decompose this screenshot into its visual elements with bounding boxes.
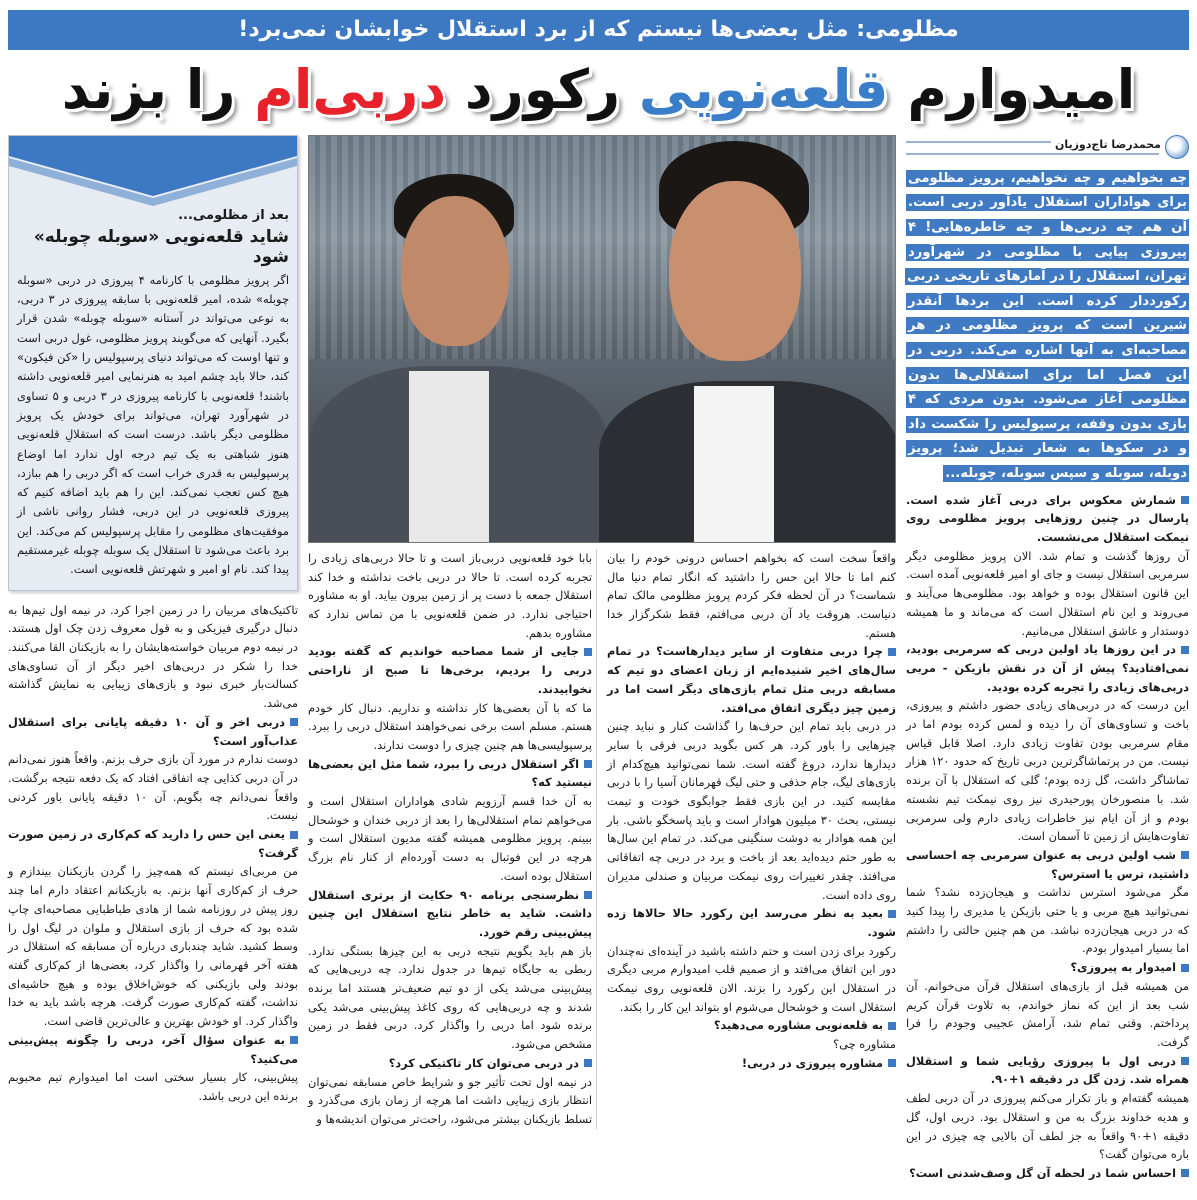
interview-answer: ما که با آن بعضی‌ها کار نداشته و نداریم. دنبال کار خودم هستم. مسلم است برخی نمی‌خواهند استقلال دربی را ببرد. پرسپولیسی‌ها هم چنین چیزی را دوست ندارند. [308,700,592,752]
interview-question: مشاوره پیروزی در دربی! [607,1054,896,1073]
headline-part: امیدوارم [888,58,1136,121]
sidebar-kicker: بعد از مظلومی... [178,207,289,223]
interview-answer: تاکتیک‌های مربیان را در زمین اجرا کرد. در نیمه اول تیم‌ها به دنبال درگیری فیزیکی و به قول معروف زدن چک اول هستند. در نیمه دوم مربیان خواسته‌هایشان را به بازیکنان القا می‌کنند. خدا را شکر در دربی‌های اخیر دیگر از آن تساوی‌های کسالت‌بار خبری نبود و بازی‌های زیبایی به نمایش گذاشته می‌شد. [8,602,298,711]
article-column-3 [308,549,597,1129]
interview-question: شب اولین دربی به عنوان سرمربی چه احساسی داشتید، ترس یا استرس؟ [906,846,1189,883]
interview-question: چرا دربی متفاوت از سایر دیدارهاست؟ در تمام سال‌های اخیر شنیده‌ایم از زبان اعضای دو تیم که مسابقه دربی مثل تمام بازی‌های دیگر است اما در زمین چیز دیگری اتفاق می‌افتد. [607,642,896,717]
interview-question: به عنوان سؤال آخر، دربی را چگونه پیش‌بینی می‌کنید؟ [8,1031,298,1068]
interview-answer: آن روزها گذشت و تمام شد. الان پرویز مظلومی دیگر سرمربی استقلال نیست و جای او امیر قلعه‌نویی آمده است. این قانون استقلال بوده و خواهد بود. مظلومی‌ها می‌آیند و می‌روند و این نام استقلال است که می‌ماند و ما همیشه دوستدار و عاشق استقلال می‌مانیم. [906,548,1189,638]
interview-question: به قلعه‌نویی مشاوره می‌دهید؟ [607,1016,896,1035]
middle-area [308,135,896,1129]
interview-answer: من همیشه قبل از بازی‌های استقلال قرآن می‌خوانم. آن شب بعد از این که نماز خواندم، به تلاوت قرآن کریم پرداختم. وقتی تمام شد، آرامش عجیبی وجودم را فرا گرفت. [906,978,1189,1049]
interview-answer: پیش‌بینی، کار بسیار سختی است اما امیدوارم تیم محبوبم برنده این دربی باشد. [8,1070,298,1103]
sidebar-title: شاید قلعه‌نویی «سوبله چوبله» شود [33,226,289,267]
person-left [309,136,609,542]
interview-answer: من مربی‌ای نیستم که همه‌چیز را گردن بازیکنان بیندازم و حرف از کم‌کاری آنها بزنم. به بازیکنانم اعتقاد دارم اما چند روز پیش در روزنامه شما از هادی طباطبایی مصاحبه‌ای چاپ شده بود که حرف از بازی استقلال و ملوان در لیگ اول را وسط کشید. شاید چندباری درباره آن مسابقه که استقلال در هفته آخر قهرمانی را واگذار کرد، بعضی‌ها از کم‌کاری گفته بودند ولی بازیکنی که خوش‌اخلاق بوده و هیچ حاشیه‌ای نداشت، گفته کم‌کاری صورت گرفت. هرچه باشد باید به خدا واگذار کرد. او خودش بهترین و عالی‌ترین قاضی است. [8,864,298,1029]
chevron-banner-icon [9,136,297,206]
article-column-2 [607,549,896,1129]
interview-question: دربی اول با پیروزی رؤیایی شما و استقلال همراه شد. زدن گل در دقیقه ۱+۹۰. [906,1052,1189,1089]
interview-answer: این درست که در دربی‌های زیادی حضور داشتم و پیروزی، باخت و تساوی‌های آن را دیده و لمس کرده بودم اما در مقام سرمربی بودن تفاوت زیادی دارد. اصلا قابل قیاس نیست. من در پرتماشاگرترین دربی تاریخ که حدود ۱۲۰ هزار تماشاگر داشت، گل زده بودم؛ گلی که استقلال با آن برنده شد. با منصورخان پورحیدری نیز روی نیمکت تیم نشسته بودم و از آن ایام نیز خاطرات زیادی دارم ولی سرمربی تفاوت‌هایش از زمین تا آسمان است. [906,698,1189,844]
interview-question: در این روزها یاد اولین دربی که سرمربی بودید، نمی‌افتادید؟ پیش از آن در نقش بازیکن - مربی دربی‌های زیادی را تجربه کرده بودید. [906,640,1189,696]
interview-question: امیدوار به پیروزی؟ [906,958,1189,977]
article-body [8,135,1189,1183]
kicker-banner: مظلومی: مثل بعضی‌ها نیستم که از برد استقلال خوابشان نمی‌برد! [8,10,1189,50]
interview-question: یعنی این حس را دارید که کم‌کاری در زمین صورت گرفت؟ [8,825,298,862]
interview-answer: به آن خدا قسم آرزویم شادی هواداران استقلال است و می‌خواهم تمام استقلالی‌ها را بعد از دربی خندان و خوشحال ببینم. پرویز مظلومی همیشه گفته مدیون استقلال است و هرچه در این فوتبال به دست آورده‌ام از کنار نام بزرگ استقلال بوده است. [308,794,592,883]
interview-answer: باز هم باید بگویم نتیجه دربی به این چیزها بستگی ندارد. ربطی به جایگاه تیم‌ها در جدول ندارد. چه دربی‌هایی که پیش‌بینی می‌شد یکی از دو تیم ضعیف‌تر هستند اما برنده شدند و چه دربی‌هایی که روی کاغذ پیش‌بینی می‌شد یکی برنده شود اما دربی را واگذار کرد. دربی فقط در زمین مشخص می‌شود. [308,943,592,1052]
photo-two-men-stadium [308,135,896,543]
left-column [8,135,298,1106]
interview-answer: همیشه گفته‌ام و باز تکرار می‌کنم پیروزی در آن دربی لطف و هدیه خداوند بزرگ به من و استقلال بود. دربی اول، گل دقیقه ۱+۹۰ واقعاً به جز لطف آن بالایی چه چیزی در این باره می‌توان گفت؟ [906,1091,1189,1162]
interview-answer: بابا خود قلعه‌نویی دربی‌باز است و تا حالا دربی‌های زیادی را تجربه کرده است. تا حالا در دربی باخت نداشته و خدا کند استقلال جمعه با دست پر از زمین بیرون بیاید. او به مشاوره احتیاجی ندارد. در ضمن قلعه‌نویی با من تماس ندارد که مشاوره بدهم. [308,550,592,640]
headline [8,54,1189,127]
interview-answer: مگر می‌شود استرس نداشت و هیجان‌زده نشد؟ شما نمی‌توانید هیچ مربی و یا حتی بازیکن یا مدیری را پیدا کنید که در دربی هیجان‌زده نباشد. من هم چنین حالتی را داشتم اما بسیار امیدوار بودم. [906,885,1189,956]
interview-question: شمارش معکوس برای دربی آغاز شده است. پارسال در چنین روزهایی پرویز مظلومی روی نیمکت استقلال می‌نشست. [906,491,1189,547]
interview-question: نظرسنجی برنامه ۹۰ حکایت از برتری استقلال داشت. شاید به خاطر نتایج استقلال این چنین پیش‌بینی رقم خورد. [308,886,592,942]
middle-columns [308,549,896,1129]
interview-question: دربی اخر و آن ۱۰ دقیقه پایانی برای استقلال عذاب‌آور است؟ [8,713,298,750]
interview-question: احساس شما در لحظه آن گل وصف‌شدنی است؟ [906,1164,1189,1183]
headline-highlight-red: دربی‌ام [254,58,447,121]
headline-highlight-blue: قلعه‌نویی [638,58,889,121]
sidebar-body: اگر پرویز مظلومی با کارنامه ۴ پیروزی در دربی «سوبله چوبله» شده، امیر قلعه‌نویی با سابقه پیروزی در ۳ دربی، به نوعی می‌تواند در آستانه «سوبله چوبله» شدن قرار بگیرد. آنهایی که می‌گویند پرویز مظلومی، غول دربی است و تنها اوست که می‌تواند دنیای پرسپولیس را «کن فیکون» کند، حالا باید چشم امید به هنرنمایی امیر قلعه‌نویی داشته باشند! قلعه‌نویی با کارنامه پیروزی در ۳ دربی و ۵ تساوی در شهرآورد تهران، می‌تواند برای خودش یک پرویز مظلومی دیگر باشد. درست است که استقلالِ قلعه‌نویی هنوز شباهتی به یک تیم درجه اول ندارد اما اوضاع پرسپولیس به قدری خراب است که اگر دربی را هم ببازد، هیچ کس تعجب نمی‌کند. این را هم باید اضافه کنیم که پیروزی قلعه‌نویی در این دربی، فشار روانی ناشی از موفقیت‌های مظلومی را مقابل پرسپولیس کم می‌کند. این برد باعث می‌شود تا استقلال یک سوبله چوبله غیرمستقیم پیدا کند. نام او امیر و شهرتش قلعه‌نویی است. [17,272,290,577]
interview-answer: واقعاً سخت است که بخواهم احساس درونی خودم را بیان کنم اما تا حالا این حس را داشتید که انگار تمام دنیا مال شماست؟ در آن لحظه فکر کردم پرویز مظلومی مالک تمام دنیاست. هروقت یاد آن دربی می‌افتم، فقط شکرگزار خدا هستم. [607,550,896,640]
byline [906,135,1189,159]
article-column-4 [8,601,298,1106]
sidebar-box [8,135,298,591]
football-icon [1165,135,1189,159]
headline-part: را بزند [61,58,255,121]
lead-text: چه بخواهیم و چه نخواهیم، پرویز مظلومی برای هواداران استقلال یادآور دربی است. آن هم چه دربی‌ها و چه خاطره‌هایی! ۴ پیروزی پیاپی با مظلومی در شهرآورد تهران، استقلال را در آمارهای تاریخی دربی رکورددار کرده است. این بردها آنقدر شیرین است که پرویز مظلومی در هر مصاحبه‌ای به آنها اشاره می‌کند. دربی در این فصل اما برای استقلالی‌ها بدون مظلومی آغاز می‌شود. بدون مردی که ۴ بازی بدون وقفه، پرسپولیس را شکست داد و در سکوها به شعار تبدیل شد؛ پرویز دوبله، سوبله و سپس سوبله، چوبله... [907,170,1187,482]
interview-question: در دربی می‌توان کار تاکتیکی کرد؟ [308,1054,592,1073]
article-column-1 [906,491,1189,1183]
lead-paragraph [906,167,1189,487]
person-right [579,136,895,542]
interview-answer: در نیمه اول تحت تأثیر جو و شرایط خاص مسابقه نمی‌توان انتظار بازی زیبایی داشت اما هرچه از زمان بازی می‌گذرد و تسلط بازیکنان بیشتر می‌شود، راحت‌تر می‌توان اندیشه‌ها و [308,1074,592,1126]
interview-answer: در دربی باید تمام این حرف‌ها را گذاشت کنار و نباید چنین چیزهایی را باور کرد. هر کس بگوید دربی فرقی با سایر دیدارها ندارد، دروغ گفته است. شما نمی‌توانید هیچ‌کدام از بازی‌های لیگ، جام حذفی و حتی لیگ قهرمانان آسیا را با دربی مقایسه کنید. در این بازی فقط جوابگوی خودت و تیمت نیستی، بحث ۳۰ میلیون هوادار است و باید پاسخگو باشی. بار این همه هوادار به دوشت سنگینی می‌کند. در تمام این سال‌ها به طور حتم دیده‌اید بعد از باخت و برد در دربی چه اتفاقاتی می‌افتد. چقدر تغییرات روی نیمکت مربیان و صندلی مدیران روی داده است. [607,719,896,902]
interview-question: بعید به نظر می‌رسد این رکورد حالا حالاها زده شود. [607,904,896,941]
author-name: محمدرضا تاج‌دوزیان [1051,138,1161,151]
right-column [906,135,1189,1183]
headline-part: رکورد [446,58,639,121]
interview-answer: رکورد برای زدن است و حتم داشته باشید در آینده‌ای نه‌چندان دور این اتفاق می‌افتد و از صمیم قلب امیدوارم مربی دیگری در استقلال این رکورد را بزند. الان قلعه‌نویی روی نیمکت استقلال است و خوشحال می‌شوم او بتواند این کار را بکند. [607,943,896,1014]
interview-question: اگر استقلال دربی را ببرد، شما مثل این بعضی‌ها نیستید که؟ [308,755,592,792]
interview-answer: مشاوره چی؟ [833,1037,896,1052]
interview-answer: دوست ندارم در مورد آن بازی حرف بزنم. واقعاً هنوز نمی‌دانم در آن دربی کذایی چه اتفاقی افتاد که یک دفعه نتیجه برگشت. واقعاً نمی‌دانم چه بگویم. آن ۱۰ دقیقه پایانی باور کردنی نیست. [8,752,298,823]
interview-question: جایی از شما مصاحبه خواندیم که گفته بودید دربی را بردیم، برخی‌ها تا صبح از ناراحتی نخوابیدند. [308,642,592,698]
